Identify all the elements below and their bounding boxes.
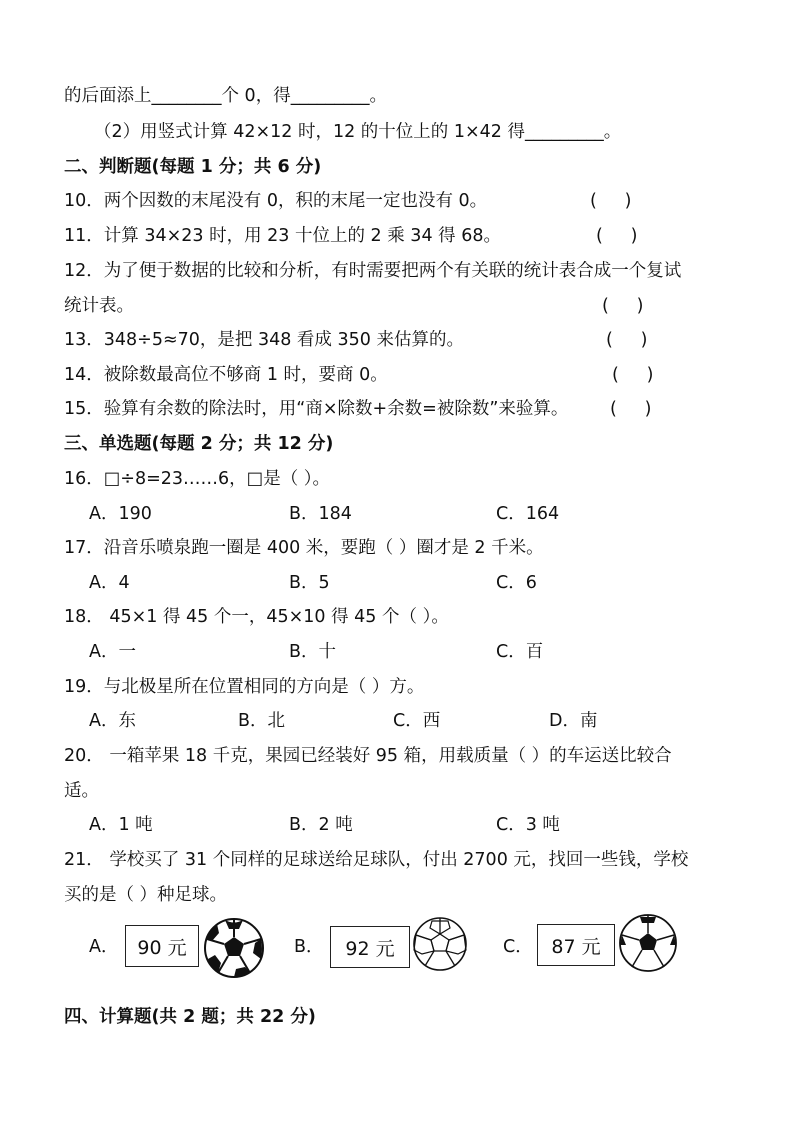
section-4-title: 四、计算题(共 2 题；共 22 分)	[64, 1007, 316, 1027]
q16-option-c: C．164	[496, 504, 560, 524]
intro-line-2: （2）用竖式计算 42×12 时，12 的十位上的 1×42 得_________。	[94, 122, 622, 142]
price-tag-b: 92 元	[330, 926, 410, 968]
q19-option-a: A．东	[89, 711, 136, 731]
price-tag-c: 87 元	[537, 924, 615, 966]
question-11: 11．计算 34×23 时，用 23 十位上的 2 乘 34 得 68。	[64, 226, 501, 246]
question-10: 10．两个因数的末尾没有 0，积的末尾一定也没有 0。	[64, 191, 488, 211]
question-13: 13．348÷5≈70，是把 348 看成 350 来估算的。	[64, 330, 464, 350]
question-16: 16．□÷8=23……6，□是（ ）。	[64, 469, 331, 489]
q16-option-b: B．184	[289, 504, 352, 524]
soccer-ball-icon	[618, 913, 678, 973]
answer-paren-15: ( )	[610, 399, 652, 419]
question-12: 12．为了便于数据的比较和分析，有时需要把两个有关联的统计表合成一个复试	[64, 261, 682, 281]
price-tag-a: 90 元	[125, 925, 199, 967]
q16-option-a: A．190	[89, 504, 152, 524]
q21-option-c: C．	[503, 937, 533, 957]
q19-option-c: C．西	[393, 711, 441, 731]
question-21: 21． 学校买了 31 个同样的足球送给足球队，付出 2700 元，找回一些钱，学校	[64, 850, 689, 870]
answer-paren-11: ( )	[596, 226, 638, 246]
q18-option-a: A．一	[89, 642, 136, 662]
q21-option-a: A．	[89, 937, 119, 957]
answer-paren-10: ( )	[590, 191, 632, 211]
question-20: 20． 一箱苹果 18 千克，果园已经装好 95 箱，用载质量（ ）的车运送比较合	[64, 746, 672, 766]
question-21-cont: 买的是（ ）种足球。	[64, 885, 228, 905]
q19-option-b: B．北	[238, 711, 286, 731]
q17-option-b: B．5	[289, 573, 330, 593]
question-14: 14．被除数最高位不够商 1 时，要商 0。	[64, 365, 388, 385]
answer-paren-12: ( )	[602, 296, 644, 316]
q17-option-a: A．4	[89, 573, 130, 593]
answer-paren-14: ( )	[612, 365, 654, 385]
q17-option-c: C．6	[496, 573, 537, 593]
question-15: 15．验算有余数的除法时，用“商×除数+余数=被除数”来验算。	[64, 399, 569, 419]
q20-option-c: C．3 吨	[496, 815, 560, 835]
q20-option-b: B．2 吨	[289, 815, 353, 835]
question-18: 18． 45×1 得 45 个一，45×10 得 45 个（ ）。	[64, 607, 449, 627]
soccer-ball-icon	[412, 916, 468, 972]
answer-paren-13: ( )	[606, 330, 648, 350]
q19-option-d: D．南	[549, 711, 598, 731]
q18-option-b: B．十	[289, 642, 337, 662]
q20-option-a: A．1 吨	[89, 815, 153, 835]
section-2-title: 二、判断题(每题 1 分；共 6 分)	[64, 157, 322, 177]
question-17: 17．沿音乐喷泉跑一圈是 400 米，要跑（ ）圈才是 2 千米。	[64, 538, 544, 558]
question-12-cont: 统计表。	[64, 296, 134, 316]
q18-option-c: C．百	[496, 642, 544, 662]
soccer-ball-icon	[203, 917, 265, 979]
question-20-cont: 适。	[64, 781, 99, 801]
q21-option-b: B．	[294, 937, 324, 957]
section-3-title: 三、单选题(每题 2 分；共 12 分)	[64, 434, 334, 454]
intro-line-1: 的后面添上________个 0，得_________。	[64, 86, 387, 106]
question-19: 19．与北极星所在位置相同的方向是（ ）方。	[64, 677, 425, 697]
